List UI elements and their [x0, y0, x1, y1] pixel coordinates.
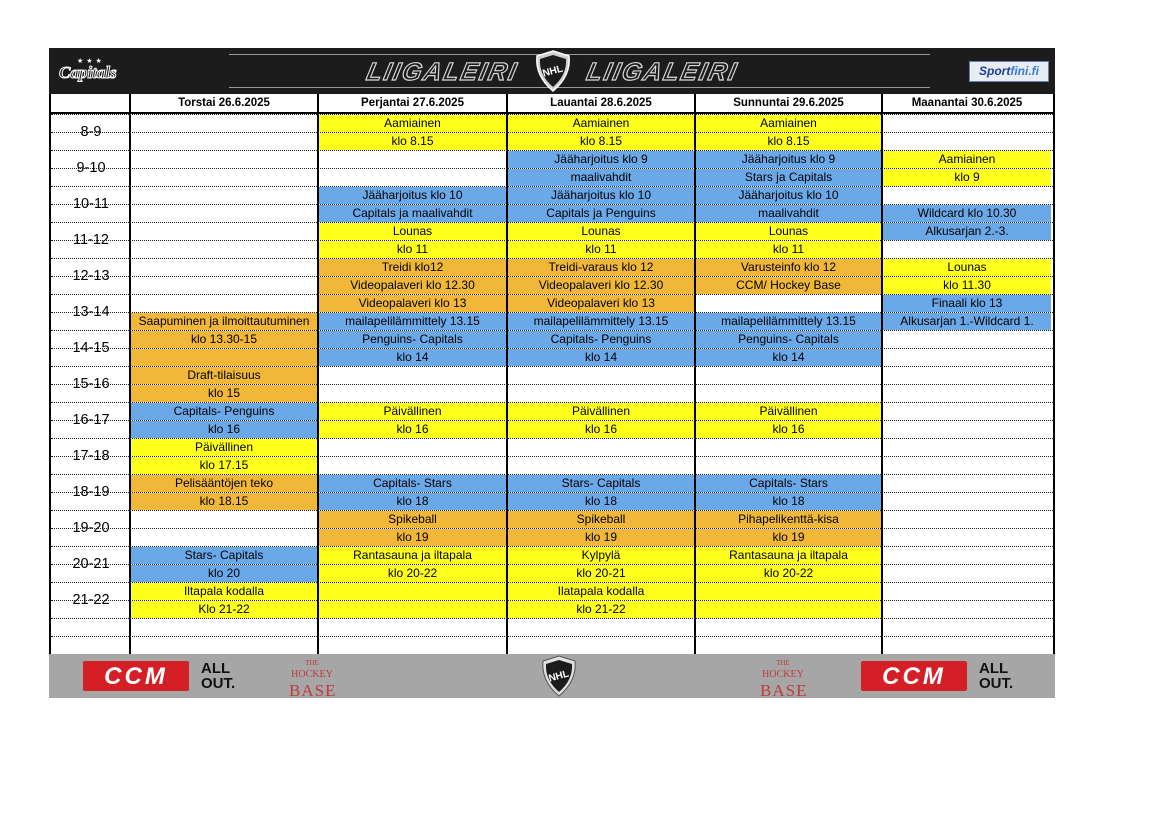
- schedule-event: Capitals- Penguins: [508, 331, 694, 348]
- schedule-event: mailapelilämmittely 13.15: [508, 313, 694, 330]
- schedule-event: klo 14: [319, 349, 506, 366]
- allout-right: [979, 661, 1013, 691]
- schedule-event: Päivällinen: [508, 403, 694, 420]
- schedule-event: Lounas: [883, 259, 1051, 276]
- day-header-row: [51, 94, 1053, 114]
- schedule-event: klo 18.15: [131, 493, 317, 510]
- sportfini-b: fini.fi: [1010, 64, 1039, 78]
- schedule-event: klo 17.15: [131, 457, 317, 474]
- row-line: [51, 636, 1053, 637]
- schedule-event: klo 11.30: [883, 277, 1051, 294]
- schedule-event: Stars- Capitals: [508, 475, 694, 492]
- schedule-event: Capitals- Penguins: [131, 403, 317, 420]
- schedule-event: Alkusarjan 2.-3.: [883, 223, 1051, 240]
- schedule-event: Treidi klo12: [319, 259, 506, 276]
- hour-label: 10-11: [72, 196, 109, 212]
- schedule-event: klo 11: [508, 241, 694, 258]
- schedule-event: Ilatapala kodalla: [508, 583, 694, 600]
- schedule-event: Wildcard klo 10.30: [883, 205, 1051, 222]
- schedule-event: Capitals- Stars: [319, 475, 506, 492]
- schedule-event: klo 20-22: [319, 565, 506, 582]
- allout-right-1: ALL: [979, 660, 1009, 677]
- schedule-event: klo 13.30-15: [131, 331, 317, 348]
- schedule-event: klo 16: [131, 421, 317, 438]
- ccm-text-right: CCM: [882, 663, 946, 690]
- schedule-event: klo 16: [319, 421, 506, 438]
- schedule-event: Alkusarjan 1.-Wildcard 1.: [883, 313, 1051, 330]
- schedule-event: klo 19: [319, 529, 506, 546]
- schedule-event: maalivahdit: [696, 205, 881, 222]
- schedule-event: Videopalaveri klo 12.30: [508, 277, 694, 294]
- hockeybase-left-2: HOCKEY: [291, 669, 333, 680]
- day-header-3: Sunnuntai 29.6.2025: [733, 97, 844, 109]
- schedule-event: Lounas: [319, 223, 506, 240]
- schedule-event: Päivällinen: [696, 403, 881, 420]
- schedule-event: Spikeball: [319, 511, 506, 528]
- schedule-event: klo 16: [696, 421, 881, 438]
- schedule-event: Videopalaveri klo 12.30: [319, 277, 506, 294]
- schedule-event: [319, 583, 506, 600]
- schedule-event: Penguins- Capitals: [319, 331, 506, 348]
- hockeybase-left-3: BASE: [289, 681, 337, 700]
- hour-label: 15-16: [72, 376, 110, 392]
- schedule-event: maalivahdit: [508, 169, 694, 186]
- hockeybase-left-1: THE: [305, 659, 319, 667]
- allout-right-2: OUT.: [979, 675, 1014, 692]
- schedule-event: klo 8.15: [319, 133, 506, 150]
- schedule-event: Aamiainen: [883, 151, 1051, 168]
- schedule-event: klo 19: [508, 529, 694, 546]
- title-liigaleiri-left: LIIGALEIRI: [364, 58, 521, 86]
- schedule-event: Draft-tilaisuus: [131, 367, 317, 384]
- hour-label: 11-12: [72, 232, 109, 248]
- ccm-logo-right: [861, 661, 967, 691]
- schedule-event: Stars- Capitals: [131, 547, 317, 564]
- schedule-event: klo 21-22: [508, 601, 694, 618]
- sportfini-a: Sport: [978, 64, 1011, 78]
- schedule-event: klo 16: [508, 421, 694, 438]
- schedule-event: Spikeball: [508, 511, 694, 528]
- schedule-event: Capitals- Stars: [696, 475, 881, 492]
- nhl-footer-text: NHL: [547, 668, 571, 685]
- hockeybase-logo-right: [760, 657, 808, 700]
- schedule-event: Rantasauna ja iltapala: [696, 547, 881, 564]
- schedule-event: Rantasauna ja iltapala: [319, 547, 506, 564]
- sponsor-footer: [49, 654, 1055, 698]
- hockeybase-right-3: BASE: [760, 681, 808, 700]
- schedule-event: klo 14: [696, 349, 881, 366]
- hour-label: 21-22: [72, 592, 110, 608]
- schedule-event: Penguins- Capitals: [696, 331, 881, 348]
- day-header-4: Maanantai 30.6.2025: [911, 97, 1023, 109]
- schedule-event: klo 11: [696, 241, 881, 258]
- nhl-shield-footer-icon: [539, 655, 579, 697]
- schedule-event: klo 8.15: [508, 133, 694, 150]
- schedule-event: klo 18: [696, 493, 881, 510]
- schedule-event: Jääharjoitus klo 10: [319, 187, 506, 204]
- schedule-event: Saapuminen ja ilmoittautuminen: [131, 313, 317, 330]
- schedule-event: [696, 601, 881, 618]
- hour-label: 13-14: [72, 304, 110, 320]
- hour-label: 20-21: [72, 556, 110, 572]
- schedule-event: Pelisääntöjen teko: [131, 475, 317, 492]
- nhl-shield-icon: [533, 50, 573, 92]
- schedule-event: klo 18: [508, 493, 694, 510]
- banner-rule-bottom: [229, 87, 930, 88]
- capitals-logo-text: Capitals: [59, 63, 117, 82]
- schedule-event: klo 20-21: [508, 565, 694, 582]
- day-header-0: Torstai 26.6.2025: [178, 97, 270, 109]
- day-header-2: Lauantai 28.6.2025: [550, 97, 652, 109]
- hour-label: 16-17: [72, 412, 110, 428]
- hour-label: 17-18: [72, 448, 110, 464]
- schedule-event: Jääharjoitus klo 10: [696, 187, 881, 204]
- schedule-event: Päivällinen: [319, 403, 506, 420]
- schedule-event: Päivällinen: [131, 439, 317, 456]
- title-liigaleiri-right: LIIGALEIRI: [584, 58, 741, 86]
- schedule-event: klo 19: [696, 529, 881, 546]
- hour-label: 8-9: [80, 124, 102, 140]
- schedule-event: Lounas: [508, 223, 694, 240]
- sportfini-logo: [969, 61, 1049, 82]
- schedule-grid: [49, 94, 1055, 656]
- schedule-event: klo 9: [883, 169, 1051, 186]
- schedule-event: Jääharjoitus klo 9: [508, 151, 694, 168]
- schedule-event: Finaali klo 13: [883, 295, 1051, 312]
- schedule-event: Klo 21-22: [131, 601, 317, 618]
- schedule-event: Capitals ja maalivahdit: [319, 205, 506, 222]
- schedule-event: Aamiainen: [696, 115, 881, 132]
- hour-label: 18-19: [72, 484, 110, 500]
- schedule-event: [131, 349, 317, 366]
- schedule-event: Jääharjoitus klo 9: [696, 151, 881, 168]
- row-line: [51, 618, 1053, 619]
- schedule-event: CCM/ Hockey Base: [696, 277, 881, 294]
- allout-left: [201, 661, 235, 691]
- hour-label: 19-20: [72, 520, 110, 536]
- hour-label: 14-15: [72, 340, 110, 356]
- schedule-event: klo 11: [319, 241, 506, 258]
- schedule-event: klo 20: [131, 565, 317, 582]
- hour-label: 9-10: [76, 160, 106, 176]
- hour-label: 12-13: [72, 268, 110, 284]
- schedule-event: Treidi-varaus klo 12: [508, 259, 694, 276]
- schedule-event: Capitals ja Penguins: [508, 205, 694, 222]
- schedule-event: Videopalaveri klo 13: [508, 295, 694, 312]
- schedule-event: mailapelilämmittely 13.15: [319, 313, 506, 330]
- header-banner: [49, 48, 1055, 94]
- schedule-event: klo 15: [131, 385, 317, 402]
- hockeybase-right-2: HOCKEY: [762, 669, 804, 680]
- hockeybase-right-1: THE: [776, 659, 790, 667]
- svg-text:NHL: NHL: [541, 63, 565, 80]
- schedule-sheet: [49, 48, 1055, 656]
- schedule-event: Iltapala kodalla: [131, 583, 317, 600]
- allout-left-1: ALL: [201, 660, 231, 677]
- schedule-event: [696, 583, 881, 600]
- schedule-event: Kylpylä: [508, 547, 694, 564]
- schedule-event: klo 18: [319, 493, 506, 510]
- allout-left-2: OUT.: [201, 675, 236, 692]
- schedule-event: klo 20-22: [696, 565, 881, 582]
- capitals-logo: [59, 57, 129, 85]
- schedule-event: Aamiainen: [508, 115, 694, 132]
- hockeybase-logo-left: [289, 657, 337, 700]
- capitals-stars-icon: ★★★: [77, 58, 105, 65]
- schedule-event: klo 14: [508, 349, 694, 366]
- schedule-event: klo 8.15: [696, 133, 881, 150]
- ccm-text-left: CCM: [104, 663, 168, 690]
- banner-rule-top: [229, 54, 930, 55]
- schedule-event: mailapelilämmittely 13.15: [696, 313, 881, 330]
- schedule-event: Videopalaveri klo 13: [319, 295, 506, 312]
- schedule-event: Varusteinfo klo 12: [696, 259, 881, 276]
- day-header-1: Perjantai 27.6.2025: [361, 97, 464, 109]
- schedule-event: Lounas: [696, 223, 881, 240]
- schedule-event: [319, 601, 506, 618]
- schedule-event: Jääharjoitus klo 10: [508, 187, 694, 204]
- schedule-event: Pihapelikenttä-kisa: [696, 511, 881, 528]
- ccm-logo-left: [83, 661, 189, 691]
- schedule-event: Stars ja Capitals: [696, 169, 881, 186]
- schedule-event: Aamiainen: [319, 115, 506, 132]
